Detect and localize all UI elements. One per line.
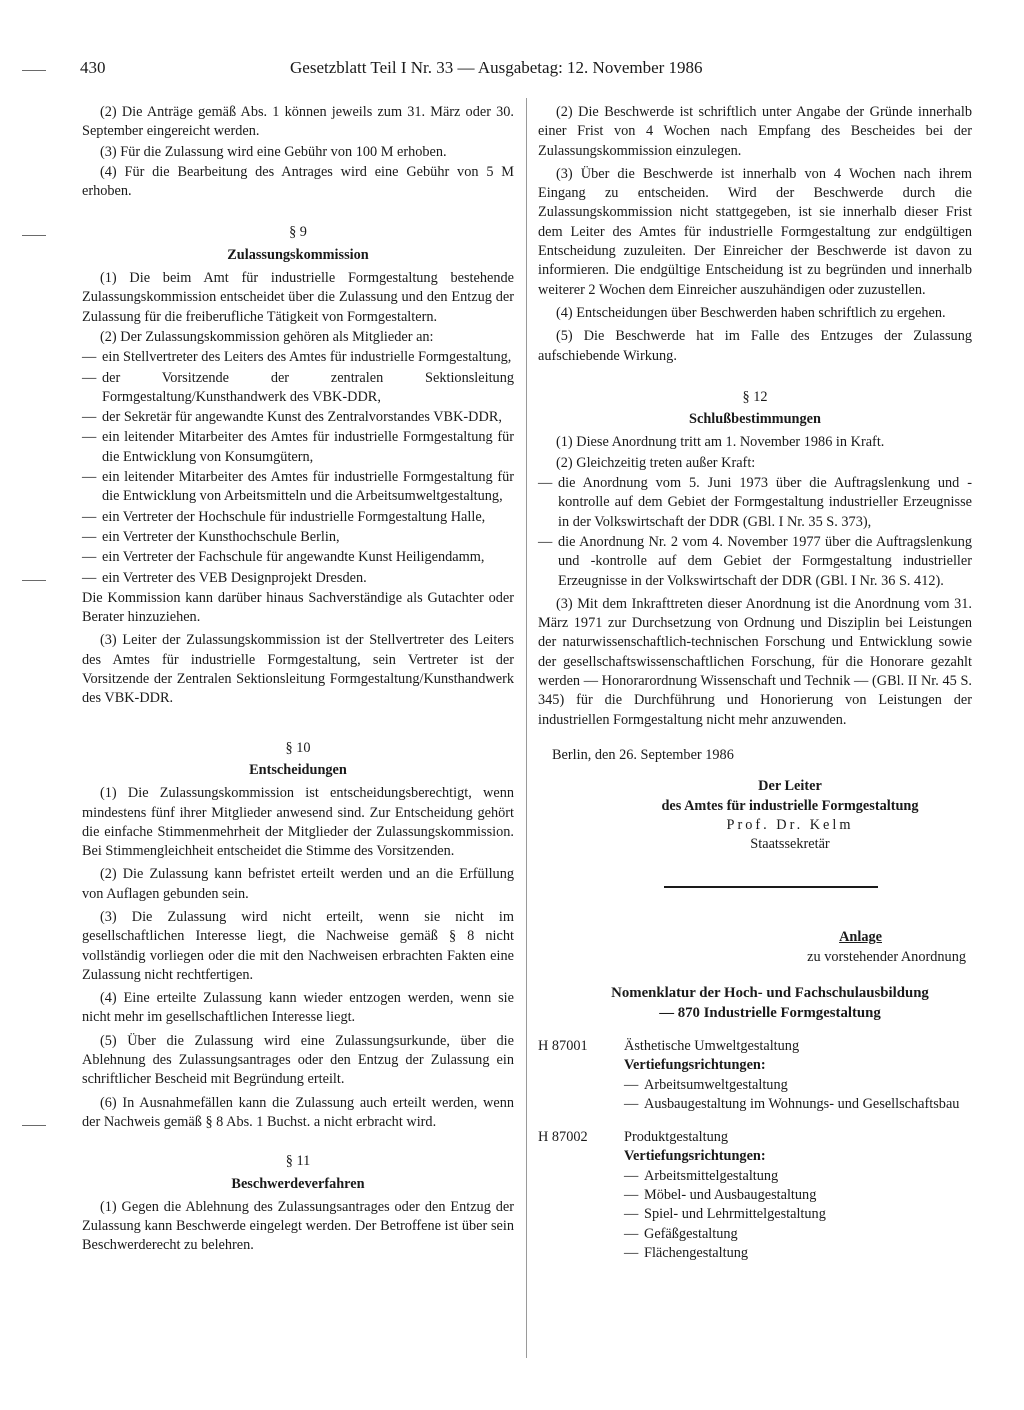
dash-bullet: — (538, 533, 553, 550)
list-item (624, 1244, 972, 1263)
paragraph: Die Kommission kann darüber hinaus Sachverständige als Gutachter oder Berater hinzuziehen. (82, 589, 514, 626)
section-title: Beschwerdeverfahren (231, 1175, 365, 1192)
paragraph: (1) Die beim Amt für industrielle Formgestaltung bestehende Zulassungskommission entscheidet über die Zulassung und den Entzug der Zulassung für die freiberufliche Tätigkeit von Formgestaltern. (82, 270, 514, 325)
list-item-text: Flächengestaltung (644, 1244, 749, 1261)
paragraph: (3) Die Zulassung wird nicht erteilt, wenn sie nicht im gesellschaftlichen Interesse liegt, die Nachweise gemäß § 8 nicht vollständig vorliegen oder die mit den Nachweisen erbrachten Fakten eine Zulassung nicht rechtfertigen. (82, 908, 514, 983)
dash-bullet: — (624, 1095, 639, 1112)
paragraph: (6) In Ausnahmefällen kann die Zulassung auch erteilt werden, wenn der Nachweis gemäß § 8 Abs. 1 Buchst. a nicht erbracht wird. (82, 1094, 514, 1130)
running-title: Gesetzblatt Teil I Nr. 33 — Ausgabetag: 12. November 1986 (290, 58, 703, 77)
section-separator (664, 886, 878, 888)
dash-bullet: — (82, 508, 97, 525)
entry-body (624, 1037, 972, 1114)
list-item-text: ein Stellvertreter des Leiters des Amtes für industrielle Formgestaltung, (102, 349, 512, 366)
list-item-text: Möbel- und Ausbaugestaltung (644, 1187, 817, 1204)
list-item-text: ein Vertreter der Kunsthochschule Berlin, (102, 528, 340, 545)
nomenclature-title-line: Nomenklatur der Hoch- und Fachschulausbildung (611, 984, 929, 1001)
paragraph: (1) Die Zulassungskommission ist entscheidungsberechtigt, wenn mindestens fünf ihrer Mitglieder anwesend sind. Zur Entscheidung gehört die einfache Stimmenmehrheit der Mitglieder der Zulassungskommission. Bei Stimmengleichheit entscheidet die Stimme des Vorsitzenden. (82, 785, 514, 860)
list-item (82, 569, 514, 588)
paragraph: (5) Die Beschwerde hat im Falle des Entzuges der Zulassung aufschiebende Wirkung. (538, 328, 972, 364)
scan-margin-mark (22, 580, 46, 581)
list-item-text: der Sekretär für angewandte Kunst des Zentralvorstandes VBK-DDR, (102, 409, 502, 426)
section-title: Schlußbestimmungen (689, 411, 821, 428)
dash-bullet: — (82, 409, 97, 426)
signer-title: Der Leiter (758, 778, 822, 795)
signature-block (538, 777, 972, 854)
list-item (624, 1225, 972, 1244)
entry-name: Produktgestaltung (624, 1129, 729, 1146)
list-item-text: ein Vertreter des VEB Designprojekt Dresden. (102, 569, 367, 586)
entry-code: H 87001 (538, 1037, 588, 1054)
dash-bullet: — (82, 528, 97, 545)
paragraph: (1) Diese Anordnung tritt am 1. November 1986 in Kraft. (556, 434, 885, 451)
paragraph: (4) Entscheidungen über Beschwerden haben schriftlich zu ergehen. (556, 304, 946, 321)
list-item (82, 468, 514, 507)
dash-bullet: — (82, 469, 97, 486)
signer-office: des Amtes für industrielle Formgestaltung (661, 797, 919, 814)
dash-bullet: — (624, 1206, 639, 1223)
list-item-text: ein leitender Mitarbeiter des Amtes für industrielle Formgestaltung für die Entwicklung von Arbeitsmitteln und die Arbeitsumweltgestaltung, (102, 469, 514, 505)
dash-bullet: — (82, 549, 97, 566)
dash-bullet: — (624, 1225, 639, 1242)
dash-bullet: — (82, 569, 97, 586)
page-header (80, 58, 970, 86)
entry-sub-label: Vertiefungsrichtungen: (624, 1148, 766, 1165)
scan-margin-mark (22, 235, 46, 236)
paragraph: (2) Gleichzeitig treten außer Kraft: (556, 454, 756, 471)
paragraph: (2) Der Zulassungskommission gehören als Mitglieder an: (100, 328, 434, 345)
section-number: § 9 (289, 224, 307, 241)
entry-name: Ästhetische Umweltgestaltung (624, 1037, 800, 1054)
list-item (82, 348, 514, 367)
scan-margin-mark (22, 1125, 46, 1126)
dash-bullet: — (624, 1076, 639, 1093)
list-item-text: Spiel- und Lehrmittelgestaltung (644, 1206, 826, 1223)
section-title: Zulassungskommission (227, 246, 369, 263)
entry-code: H 87002 (538, 1129, 588, 1146)
page-number: 430 (80, 58, 106, 77)
signature-date: Berlin, den 26. September 1986 (552, 746, 734, 763)
list-item-text: ein Vertreter der Hochschule für industrielle Formgestaltung Halle, (102, 508, 486, 525)
dash-bullet: — (624, 1187, 639, 1204)
paragraph: (2) Die Zulassung kann befristet erteilt werden und an die Erfüllung von Auflagen gebunden sein. (82, 866, 514, 902)
dash-bullet: — (82, 369, 97, 386)
scan-margin-mark (22, 70, 46, 71)
paragraph: (4) Für die Bearbeitung des Antrages wird eine Gebühr von 5 M erhoben. (82, 163, 514, 200)
nomenclature-title-line: — 870 Industrielle Formgestaltung (659, 1004, 881, 1021)
paragraph: (3) Für die Zulassung wird eine Gebühr von 100 M erhoben. (100, 143, 447, 160)
list-item (82, 528, 514, 547)
paragraph: (5) Über die Zulassung wird eine Zulassungsurkunde, über die Ablehnung des Zulassungsantrages oder den Entzug der Zulassung ein schriftlicher Bescheid mit Begründung erteilt. (82, 1032, 514, 1088)
list-item-text: Arbeitsumweltgestaltung (644, 1076, 788, 1093)
list-item (624, 1167, 972, 1186)
list-item-text: Arbeitsmittelgestaltung (644, 1167, 779, 1184)
list-item (624, 1205, 972, 1224)
nomenclature-entry (538, 1037, 972, 1114)
signer-name: Prof. Dr. Kelm (726, 816, 854, 833)
dash-bullet: — (538, 475, 553, 492)
list-item (624, 1076, 972, 1095)
list-item (82, 369, 514, 408)
paragraph: (3) Leiter der Zulassungskommission ist der Stellvertreter des Leiters des Amtes für industrielle Formgestaltung, sein Vertreter ist der Vorsitzende der Zentralen Sektionsleitung Formgestaltung/Kunsthandwerk des VBK-DDR. (82, 632, 514, 707)
list-item (82, 548, 514, 567)
nomenclature-entry (538, 1128, 972, 1263)
list-item (538, 474, 972, 532)
dash-bullet: — (82, 429, 97, 446)
paragraph: (1) Gegen die Ablehnung des Zulassungsantrages oder den Entzug der Zulassung kann Beschwerde eingelegt werden. Der Betroffene ist über sein Beschwerderecht zu belehren. (82, 1198, 514, 1254)
annex-heading (538, 928, 972, 967)
member-list (82, 348, 514, 588)
list-item (82, 508, 514, 527)
nomenclature-title (538, 983, 972, 1023)
signer-role: Staatssekretär (750, 836, 830, 853)
paragraph: (3) Über die Beschwerde ist innerhalb von 4 Wochen nach ihrem Eingang zu entscheiden. Wird der Beschwerde durch die Zulassungskommission nicht stattgegeben, ist sie innerhalb dieser Frist dem Leiter des Amtes für industrielle Formgestaltung zur endgültigen Entscheidung zuzuleiten. Der Einreicher der Beschwerde ist davon zu informieren. Die endgültige Entscheidung ist zu begründen und innerhalb weiterer 2 Wochen dem Einreicher auszuhändigen oder zuzustellen. (538, 165, 972, 298)
annex-subtitle: zu vorstehender Anordnung (807, 948, 966, 965)
entry-sub-label: Vertiefungsrichtungen: (624, 1057, 766, 1074)
paragraph: (3) Mit dem Inkrafttreten dieser Anordnung ist die Anordnung vom 31. März 1971 zur Durchsetzung von Ordnung und Disziplin bei Leistungen der naturwissenschaftlich-technischen Forschung und Entwicklung sowie der gesellschaftswissenschaftlichen Forschung, für die Honorare gezahlt werden — Honorarordnung Wissenschaft und Technik — (GBl. II Nr. 45 S. 345) für die Durchführung und Honorierung von Leistungen der industriellen Formgestaltung nicht mehr anzuwenden. (538, 595, 972, 728)
dash-bullet: — (624, 1167, 639, 1184)
list-item-text: ein Vertreter der Fachschule für angewandte Kunst Heiligendamm, (102, 549, 485, 566)
section-title: Entscheidungen (249, 761, 347, 778)
list-item-text: die Anordnung Nr. 2 vom 4. November 1977 über die Auftragslenkung und -kontrolle auf dem Gebiet der Formgestaltung industrieller Erzeugnisse in der Volkswirtschaft der DDR (GBl. I Nr. 36 S. 412). (558, 533, 972, 589)
right-column (538, 103, 972, 1263)
section-number: § 12 (742, 388, 768, 405)
list-item-text: der Vorsitzende der zentralen Sektionsleitung Formgestaltung/Kunsthandwerk des VBK-DDR, (102, 369, 514, 405)
repeal-list (538, 474, 972, 591)
list-item (624, 1095, 972, 1114)
list-item (538, 533, 972, 591)
annex-title: Anlage (839, 929, 882, 946)
list-item (82, 428, 514, 467)
paragraph: (2) Die Beschwerde ist schriftlich unter Angabe der Gründe innerhalb einer Frist von 4 Wochen nach Empfang des Bescheides bei der Zulassungskommission einzulegen. (538, 104, 972, 159)
paragraph: (4) Eine erteilte Zulassung kann wieder entzogen werden, wenn sie nicht mehr im gesellschaftlichen Interesse liegt. (82, 990, 514, 1026)
column-divider (526, 98, 527, 1358)
dash-bullet: — (82, 349, 97, 366)
list-item (624, 1186, 972, 1205)
list-item (82, 408, 514, 427)
entry-body (624, 1128, 972, 1263)
section-number: § 10 (285, 739, 311, 756)
list-item-text: Ausbaugestaltung im Wohnungs- und Gesellschaftsbau (644, 1095, 960, 1112)
paragraph: (2) Die Anträge gemäß Abs. 1 können jeweils zum 31. März oder 30. September eingereicht werden. (82, 104, 514, 140)
dash-bullet: — (624, 1244, 639, 1261)
list-item-text: ein leitender Mitarbeiter des Amtes für industrielle Formgestaltung für die Entwicklung von Konsumgütern, (102, 429, 514, 465)
section-number: § 11 (285, 1153, 311, 1170)
list-item-text: die Anordnung vom 5. Juni 1973 über die Auftragslenkung und -kontrolle auf dem Gebiet der Formgestaltung industrieller Erzeugnisse in der Volkswirtschaft der DDR (GBl. I Nr. 35 S. 373), (558, 475, 972, 530)
left-column (82, 103, 514, 1257)
list-item-text: Gefäßgestaltung (644, 1225, 738, 1242)
